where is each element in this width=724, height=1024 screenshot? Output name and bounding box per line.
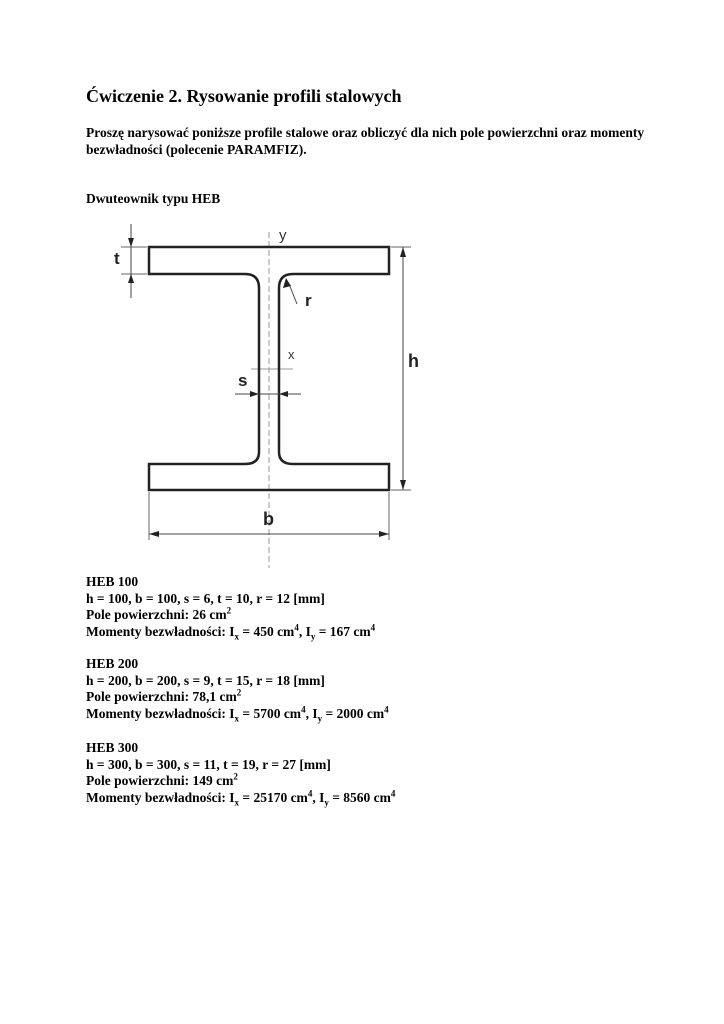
profile-dims: h = 100, b = 100, s = 6, t = 10, r = 12 [mm] [86,590,325,606]
profile-name: HEB 200 [86,656,139,671]
label-b: b [263,509,274,529]
s-arrow-right [279,391,288,397]
profile-block-heb200 [86,656,389,722]
s-arrow-left [250,391,259,397]
label-r: r [305,291,312,310]
profile-area: Pole powierzchni: 26 $cm^2$ [86,605,232,622]
profile-dims: h = 200, b = 200, s = 9, t = 15, r = 18 [mm] [86,672,325,688]
section-label: Dwuteownik typu HEB [86,191,221,206]
b-arrow-right [379,531,389,537]
h-arrow-top [400,247,406,257]
profile-dims: h = 300, b = 300, s = 11, t = 19, r = 27 [mm] [86,756,331,772]
t-arrow-top [128,238,134,247]
profile-area: Pole powierzchni: 78,1 $cm^2$ [86,687,242,704]
profile-moments: Momenty bezwładności: $I_x = 5700$ $cm^4$, $I_y = 2000$ $cm^4$ [86,704,389,724]
profile-moments: Momenty bezwładności: $I_x = 450$ $cm^4$, $I_y = 167$ $cm^4$ [86,622,376,642]
heb-profile-svg [111,218,456,570]
t-arrow-bottom [128,274,134,283]
label-t: t [114,249,120,268]
b-arrow-left [149,531,159,537]
profile-moments: Momenty bezwładności: $I_x = 25170$ $cm^4$, $I_y = 8560$ $cm^4$ [86,788,396,808]
profile-name: HEB 300 [86,740,139,755]
h-arrow-bottom [400,480,406,490]
profile-block-heb100 [86,574,375,640]
r-leader-line [289,284,297,304]
heb-profile-diagram [111,218,456,570]
label-y: y [279,227,287,244]
label-h: h [408,351,419,371]
label-x: x [288,347,295,362]
page-title: Ćwiczenie 2. Rysowanie profili stalowych [86,86,402,106]
profile-block-heb300 [86,740,395,806]
profile-name: HEB 100 [86,574,139,589]
profile-area: Pole powierzchni: 149 $cm^2$ [86,771,238,788]
intro-paragraph: Proszę narysować poniższe profile stalowe oraz obliczyć dla nich pole powierzchni oraz momenty bezwładności (polecenie PARAMFIZ). [86,125,645,157]
label-s: s [238,371,248,390]
